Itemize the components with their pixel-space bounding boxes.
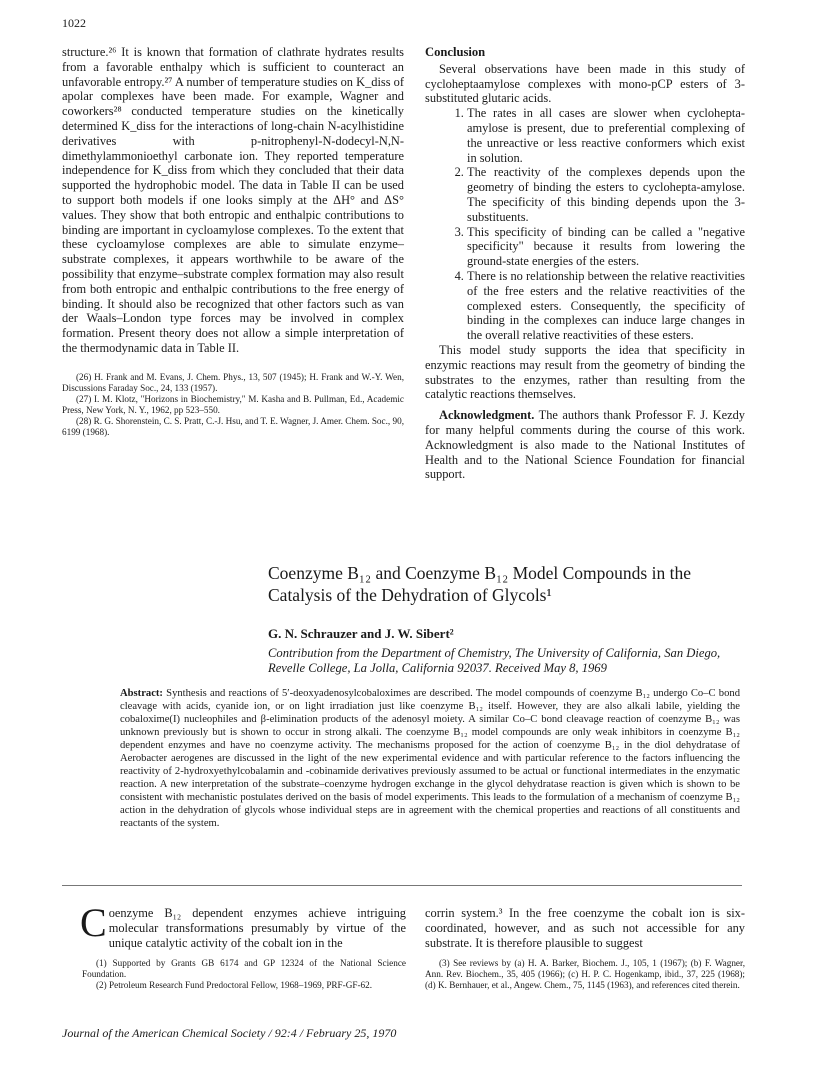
ack-label: Acknowledgment. bbox=[439, 408, 535, 423]
footnote-28: (28) R. G. Shorenstein, C. S. Pratt, C.-J. Hsu, and T. E. Wagner, J. Amer. Chem. Soc., 90, 6199 (1968). bbox=[62, 415, 404, 437]
journal-footer: Journal of the American Chemical Society / 92:4 / February 25, 1970 bbox=[62, 1026, 397, 1040]
drop-cap: C bbox=[80, 900, 107, 945]
list-item: 1. The rates in all cases are slower when cyclohepta-amylose is present, due to preferential complexing of the unreactive or less reactive conformers which exist in solution. bbox=[467, 106, 745, 165]
acknowledgment bbox=[425, 408, 745, 482]
footnote-2: (2) Petroleum Research Fund Predoctoral Fellow, 1968–1969, PRF-GF-62. bbox=[96, 980, 373, 991]
abstract-label: Abstract: bbox=[120, 688, 163, 699]
body-left-column bbox=[80, 900, 406, 991]
footnotes bbox=[62, 372, 404, 438]
conclusion-intro: Several observations have been made in this study of cycloheptaamylose complexes with mono-pCP esters of 3-substituted glutaric acids. bbox=[425, 61, 745, 106]
list-item: 3. This specificity of binding can be called a "negative specificity" because it results from lowering the ground-state energies of the esters. bbox=[467, 225, 745, 269]
body-paragraph: structure.²⁶ It is known that formation of clathrate hydrates results from a favorable enthalpy which is sufficient to counteract an unfavorable entropy.²⁷ A number of temperature studies on K_diss of apolar complexes have been made. For example, Wagner and coworkers²⁸ conducted temperature studies on the kinetically determined K_diss for the interactions of long-chain N-acylhistidine derivatives with p-nitrophenyl-N-dodecyl-N,N-dimethylammonioethyl carbonate ion. They reported temperature independence for K_diss from which they concluded that their data supported the hydrophobic model. The data in Table II can be used to support both models if one looks simply at the ΔH° and ΔS° values. They show that both entropic and enthalpic contributions to binding are important in cycloamylose complexes. To the extent that these cycloamylose complexes are able to simulate enzyme–substrate complexes, it appears worthwhile to be aware of the possibility that enzyme–substrate complex formation may also result from both entropic and enthalpic contributions to the free energy of binding. It should also be recognized that other factors such as van der Waals–London type forces may be involved in complex formation. Present theory does not allow a simple interpretation of the thermodynamic data in Table II. bbox=[62, 45, 404, 355]
body-right-column bbox=[425, 906, 745, 991]
list-item: 4. There is no relationship between the relative reactivities of the free esters and the relative reactivities of the complexed esters. Consequently, the specificity of binding in the complexes can induce large changes in the overall relative reactivities of these esters. bbox=[467, 269, 745, 343]
conclusion-summary: This model study supports the idea that specificity in enzymic reactions may result from the geometry of binding the substrates to the enzymes, rather than resulting from the catalytic reactions themselves. bbox=[425, 342, 745, 402]
list-item: 2. The reactivity of the complexes depends upon the geometry of binding the esters to cyclohepta-amylose. The specificity of this binding depends upon the 3-substituents. bbox=[467, 165, 745, 224]
abstract bbox=[120, 687, 740, 830]
footnotes bbox=[82, 958, 406, 991]
article-affiliation: Contribution from the Department of Chemistry, The University of California, San Diego, Revelle College, La Jolla, California 92037. Received May 8, 1969 bbox=[268, 646, 721, 675]
conclusion-list bbox=[425, 106, 745, 343]
article-title: Coenzyme B₁₂ and Coenzyme B₁₂ Model Compounds in the Catalysis of the Dehydration of Glycols¹ bbox=[268, 563, 691, 605]
footnote-26: (26) H. Frank and M. Evans, J. Chem. Phys., 13, 507 (1945); H. Frank and W.-Y. Wen, Discussions Faraday Soc., 24, 133 (1957). bbox=[62, 371, 404, 393]
right-column bbox=[425, 45, 745, 482]
footnote-3: (3) See reviews by (a) H. A. Barker, Biochem. J., 105, 1 (1967); (b) F. Wagner, Ann. Rev. Biochem., 35, 405 (1966); (c) H. P. C. Hogenkamp, ibid., 37, 225 (1968); (d) K. Bernhauer, et al., Angew. Chem., 75, 1145 (1963), and references cited therein. bbox=[425, 958, 745, 991]
article-authors: G. N. Schrauzer and J. W. Sibert² bbox=[268, 626, 454, 641]
body-paragraph: corrin system.³ In the free coenzyme the cobalt ion is six-coordinated, however, and as such not accessible for any substrate. It is therefore plausible to suggest bbox=[425, 906, 745, 950]
abstract-text: Synthesis and reactions of 5′-deoxyadenosylcobaloximes are described. The model compounds of coenzyme B₁₂ undergo Co–C bond cleavage with acids, cyanide ion, or on light irradiation just like coenzyme B₁₂ itself. However, they are also alkali labile, yielding the cobaloxime(I) nucleophiles and β-elimination products of the adenosyl moiety. A similar Co–C bond cleavage reaction of coenzyme B₁₂ was unknown previously but is shown to occur in strong alkali. The coenzyme B₁₂ model compounds are only weak inhibitors in coenzyme B₁₂ dependent enzymes and have no coenzyme activity. The mechanisms proposed for the action of coenzyme B₁₂ in the diol dehydratase of Aerobacter aerogenes are discussed in the light of the new experimental evidence and with particular reference to the factors influencing the reactivity of 2-hydroxyethylcobalamin and -cobinamide derivatives previously assumed to be actual or functional intermediates in the enzymatic reaction. A new interpretation of the substrate–coenzyme hydrogen exchange in the glycol dehydratase reaction is given which is shown to be consistent with mechanistic postulates derived on the basis of model experiments. This leads to the formulation of a mechanism of coenzyme B₁₂ action in the dehydration of glycols whose individual steps are in agreement with the chemical properties and reactions of all constituents and reactants of the system. bbox=[120, 688, 740, 829]
left-column bbox=[62, 45, 404, 438]
intro-paragraph bbox=[80, 900, 406, 950]
page-number: 1022 bbox=[62, 16, 86, 30]
footnotes bbox=[425, 958, 745, 991]
ack-text: The authors thank Professor F. J. Kezdy for many helpful comments during the course of this work. Acknowledgment is also made to the National Institutes of Health and to the National Science Foundation for financial support. bbox=[425, 408, 746, 482]
section-heading: Conclusion bbox=[425, 45, 486, 59]
footnote-27: (27) I. M. Klotz, "Horizons in Biochemistry," M. Kasha and B. Pullman, Ed., Academic Press, New York, N. Y., 1962, pp 523–550. bbox=[62, 393, 404, 415]
intro-text: oenzyme B₁₂ dependent enzymes achieve intriguing molecular transformations presumably by virtue of the unique catalytic activity of the cobalt ion in the bbox=[108, 906, 406, 950]
divider bbox=[62, 885, 742, 886]
footnote-1: (1) Supported by Grants GB 6174 and GP 12324 of the National Science Foundation. bbox=[82, 958, 406, 980]
